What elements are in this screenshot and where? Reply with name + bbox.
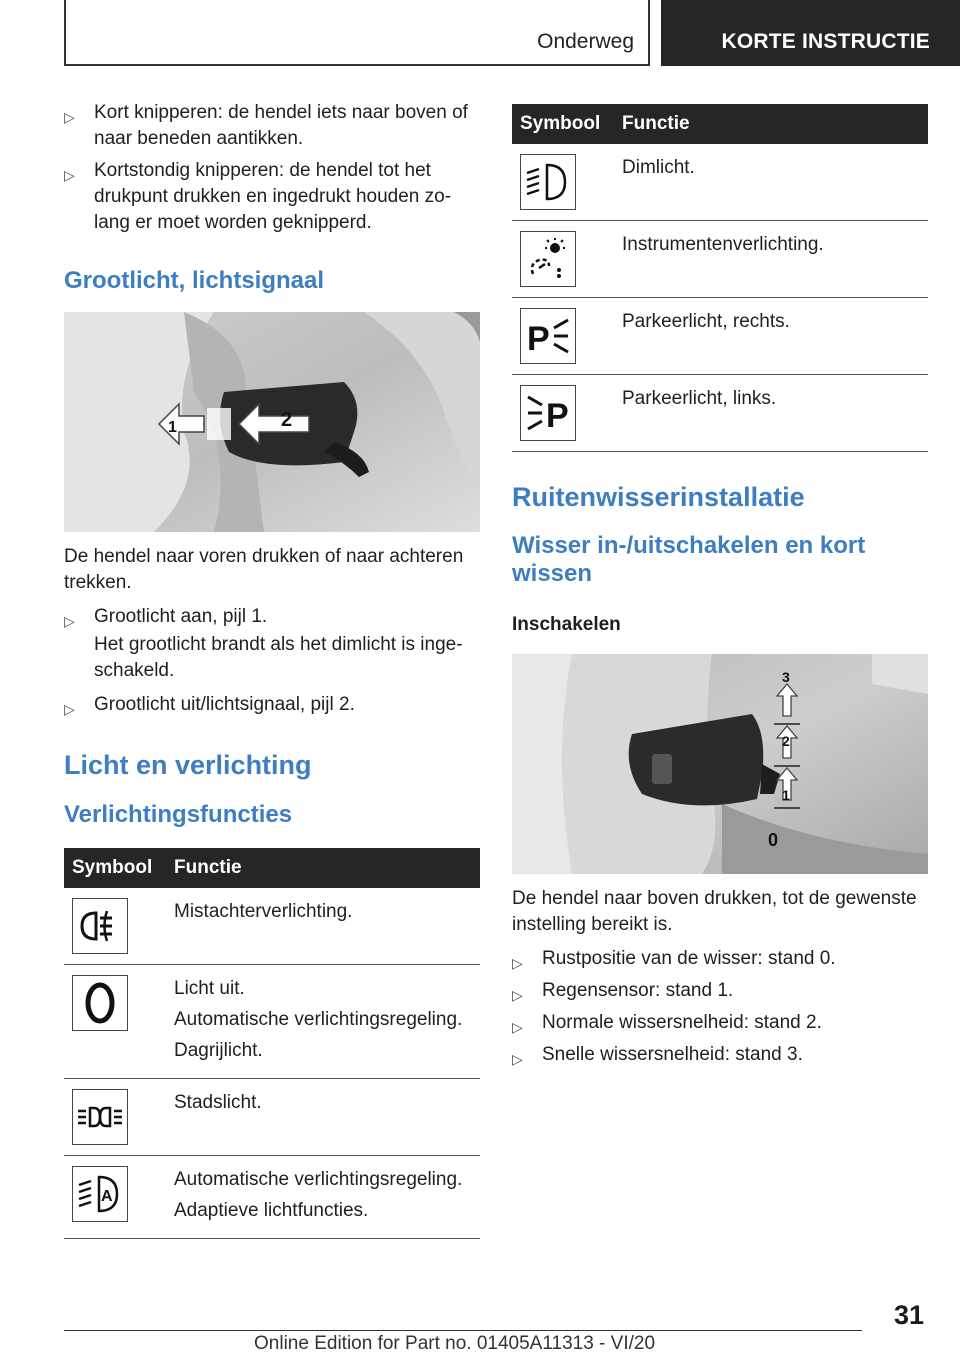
table-row: A Automatische verlichtingsregeling. Adaptieve lichtfuncties. [64,1156,480,1239]
table-header-symbol: Symbool [64,848,166,888]
figure2-label-0: 0 [768,830,779,850]
figure2-label-2: 2 [782,733,790,749]
footer-divider [64,1330,862,1331]
table-row: Licht uit. Automatische verlichtingsregeling. Dagrijlicht. [64,965,480,1079]
table-row: P Parkeerlicht, links. [512,375,928,452]
header-section-title: Onderweg [537,30,634,53]
table-header-function: Functie [166,848,480,888]
parking-light-right-icon [520,308,576,364]
heading-light: Licht en verlichting [64,750,312,780]
table-row: P Parkeerlicht, rechts. [512,298,928,375]
table-row: Dimlicht. [512,144,928,221]
header-section-box [64,0,650,66]
wiper-lever-illustration [512,654,928,874]
bullet-triangle-icon: ▷ [64,613,75,629]
parking-light-left-icon [520,385,576,441]
parking-side-light-icon [72,1089,128,1145]
list-item: ▷ Grootlicht aan, pijl 1. [64,604,480,630]
low-beam-icon [520,154,576,210]
footer-edition: Online Edition for Part no. 01405A11313 - VI/20 [254,1333,656,1354]
figure2-label-1: 1 [782,787,790,803]
bullet-triangle-icon: ▷ [512,1019,523,1035]
list-item: ▷ Rustpositie van de wisser: stand 0. [512,946,928,972]
svg-text:P: P [546,397,569,435]
lighting-functions-table-2 [512,104,928,452]
right-column [512,104,928,1074]
list-item: ▷ Kort knipperen: de hendel iets naar boven of naar beneden aantikken. [64,102,468,149]
svg-text:P: P [527,320,550,358]
heading-highbeam: Grootlicht, lichtsignaal [64,267,325,294]
bullet-triangle-icon: ▷ [64,701,75,717]
list-item: ▷ Regensensor: stand 1. [512,978,928,1004]
auto-headlight-icon [72,1166,128,1222]
bullet-triangle-icon: ▷ [64,109,75,125]
list-item-subtext: Het grootlicht brandt als het dimlicht is inge-schakeld. [94,634,463,681]
table-header-function: Functie [614,104,928,144]
highbeam-lever-illustration [64,312,480,532]
page-number: 31 [893,1300,924,1330]
heading-wiper-sub: Wisser in-/uitschakelen en kort wissen [512,532,866,587]
header-chapter-box [661,0,960,66]
light-off-zero-icon [72,975,128,1031]
instrument-lighting-icon [520,231,576,287]
figure1-label-1: 1 [168,419,177,436]
list-item: ▷ Kortstondig knipperen: de hendel tot het drukpunt drukken en ingedrukt houden zo-lang er moet worden geknipperd. [64,160,452,233]
figure1-label-2: 2 [281,409,293,431]
bullet-triangle-icon: ▷ [512,1051,523,1067]
paragraph-highbeam: De hendel naar voren drukken of naar achteren trekken. [64,546,464,593]
fog-light-icon [72,898,128,954]
table-row: Instrumentenverlichting. [512,221,928,298]
list-item: ▷ Grootlicht uit/lichtsignaal, pijl 2. [64,692,480,718]
heading-functions: Verlichtingsfuncties [64,801,293,828]
left-column [64,100,480,1239]
figure2-label-3: 3 [782,669,790,685]
paragraph-wiper: De hendel naar boven drukken, tot de gewenste instelling bereikt is. [512,888,917,935]
list-item: ▷ Normale wissersnelheid: stand 2. [512,1010,928,1036]
bullet-triangle-icon: ▷ [512,955,523,971]
svg-text:A: A [101,1188,113,1205]
highbeam-lever-figure [64,312,480,532]
heading-on: Inschakelen [512,614,621,635]
bullet-triangle-icon: ▷ [64,167,75,183]
wiper-lever-figure [512,654,928,874]
table-row: Stadslicht. [64,1079,480,1156]
heading-wiper: Ruitenwisserinstallatie [512,482,805,512]
table-row: Mistachterverlichting. [64,888,480,965]
lighting-functions-table [64,848,480,1239]
table-header-symbol: Symbool [512,104,614,144]
bullet-triangle-icon: ▷ [512,987,523,1003]
list-item: ▷ Snelle wissersnelheid: stand 3. [512,1042,928,1068]
header-chapter-title: KORTE INSTRUCTIE [721,30,930,53]
